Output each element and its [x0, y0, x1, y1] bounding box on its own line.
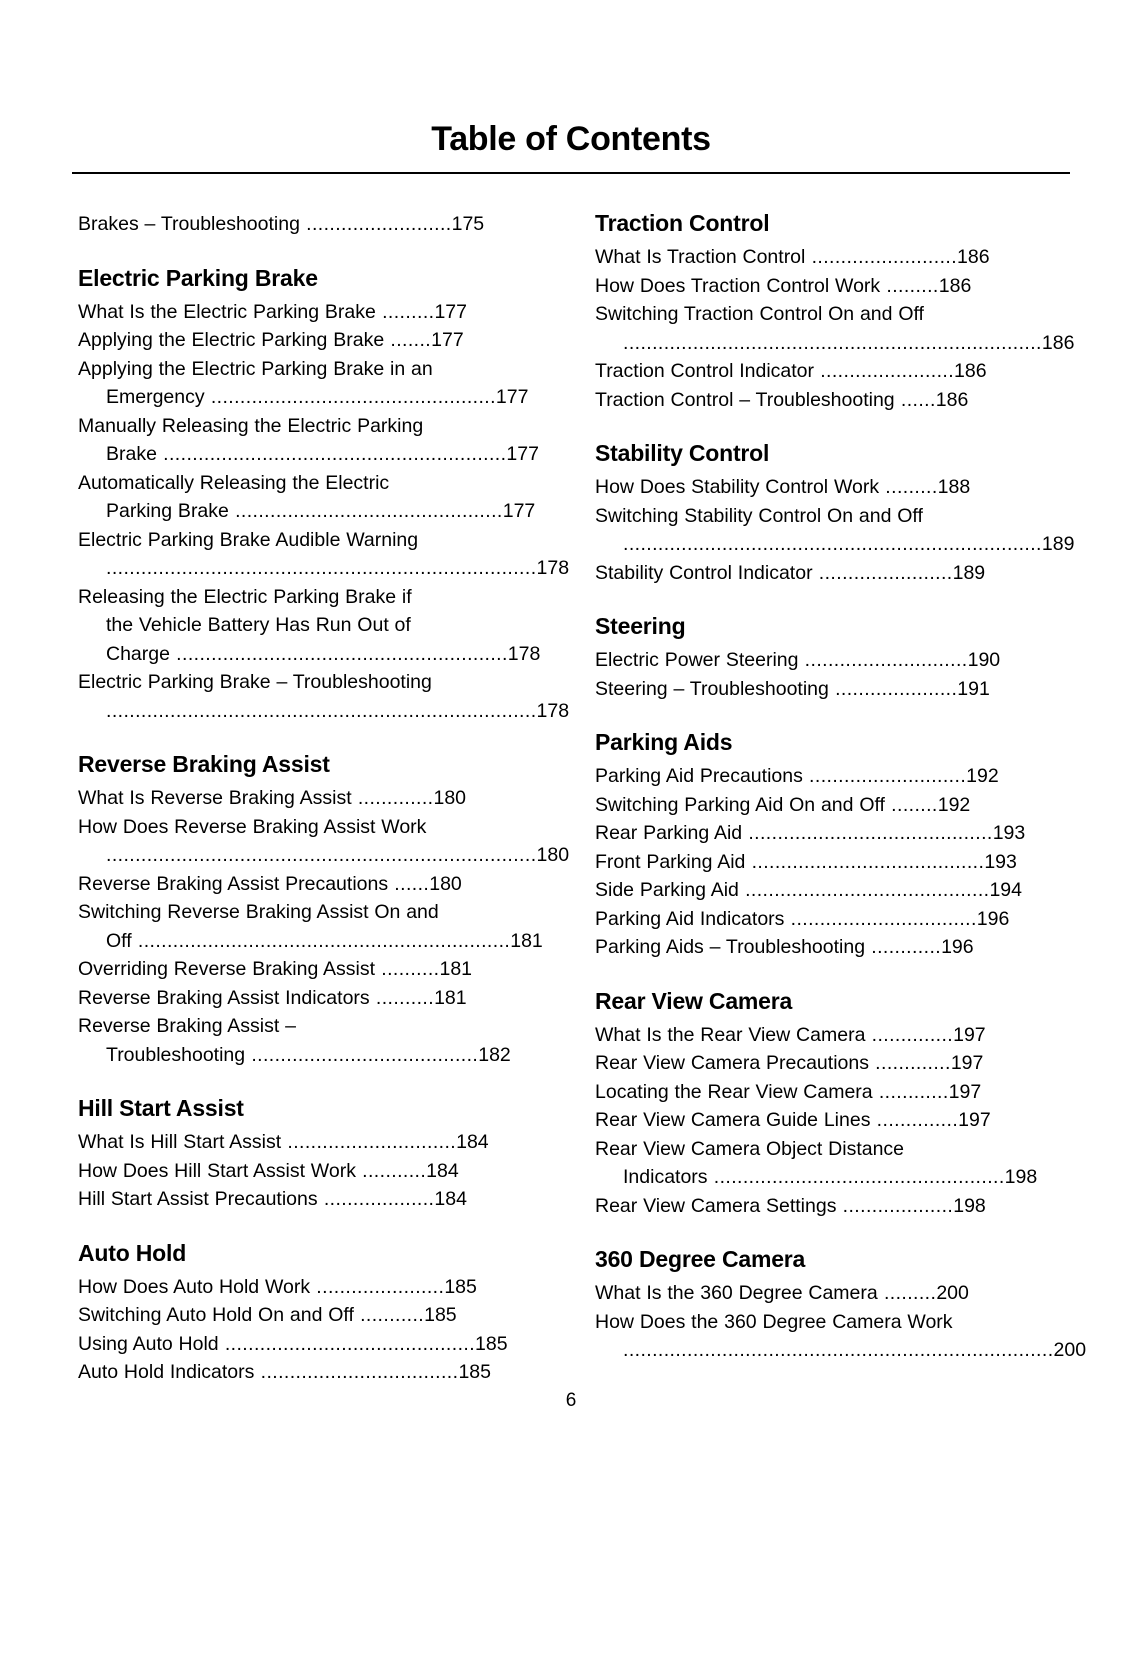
toc-entry-label: What Is Traction Control: [595, 246, 806, 268]
toc-column-left: [78, 210, 570, 1387]
toc-leader-dots: .........................: [299, 213, 452, 235]
toc-entry-label: Releasing the Electric Parking Brake if: [78, 585, 412, 608]
section-heading: Parking Aids: [595, 729, 733, 755]
section-heading: Rear View Camera: [595, 987, 793, 1014]
toc-leader-dots: .........: [877, 1282, 937, 1304]
toc-entry[interactable]: [78, 1157, 551, 1186]
title-divider: [72, 172, 1070, 174]
toc-entry[interactable]: [595, 675, 1068, 704]
toc-page-number: 186: [954, 360, 987, 382]
toc-entry-continuation: [595, 530, 1075, 559]
toc-leader-dots: ..............: [870, 1109, 959, 1131]
toc-entry-label: Locating the Rear View Camera: [595, 1080, 873, 1103]
toc-page-number: 198: [953, 1194, 986, 1217]
toc-page-number: 177: [506, 443, 539, 465]
section-heading: Stability Control: [595, 440, 770, 466]
toc-leader-dots: ................................: [784, 907, 977, 930]
toc-entry-label: Rear View Camera Guide Lines: [595, 1109, 871, 1131]
toc-entry[interactable]: [595, 473, 1068, 502]
toc-leader-dots: ...................: [317, 1188, 435, 1210]
toc-page-number: 185: [475, 1332, 508, 1355]
toc-entry[interactable]: [78, 469, 551, 526]
toc-page-number: 178: [507, 642, 541, 665]
toc-page-number: 190: [967, 649, 1001, 671]
toc-leader-dots: ...................: [836, 1194, 954, 1217]
toc-entry[interactable]: [595, 1049, 1068, 1078]
toc-entry-label: How Does the 360 Degree Camera Work: [595, 1310, 953, 1333]
toc-entry[interactable]: [78, 870, 551, 899]
toc-page-number: 197: [948, 1080, 982, 1103]
toc-entry-label: Front Parking Aid: [595, 850, 746, 873]
toc-leader-dots: ..........................................................................: [106, 557, 537, 579]
toc-entry[interactable]: [78, 355, 551, 412]
toc-entry-continuation: [78, 927, 551, 956]
toc-entry-label: Manually Releasing the Electric Parking: [78, 414, 424, 437]
toc-page-number: 192: [966, 765, 999, 787]
toc-entry-label: Automatically Releasing the Electric: [78, 471, 390, 494]
toc-entry-continuation: [595, 329, 1075, 358]
toc-entry-label: Hill Start Assist Precautions: [78, 1188, 318, 1210]
toc-page-number: 194: [989, 879, 1022, 901]
toc-leader-dots: .........: [879, 476, 938, 498]
toc-leader-dots: ........................................................................: [623, 331, 1042, 354]
toc-page-number: 181: [510, 929, 543, 952]
toc-entry-label: Overriding Reverse Braking Assist: [78, 958, 376, 980]
toc-page-number: 186: [935, 388, 969, 411]
toc-entry-label: Rear View Camera Object Distance: [595, 1137, 905, 1160]
toc-leader-dots: ...........................................: [218, 1332, 476, 1355]
toc-entry-label: Switching Reverse Braking Assist On and: [78, 901, 439, 923]
toc-page-number: 175: [451, 213, 485, 235]
toc-page-number: 200: [936, 1282, 969, 1304]
toc-leader-dots: .........: [880, 274, 939, 297]
toc-leader-dots: ................................................................: [131, 929, 511, 952]
toc-entry-label: Traction Control Indicator: [595, 360, 815, 382]
toc-entry-continuation: [78, 497, 551, 526]
toc-entry[interactable]: [78, 1273, 551, 1302]
toc-entry-continuation-text: Emergency: [106, 386, 205, 408]
toc-entry-label: Steering – Troubleshooting: [595, 677, 829, 700]
toc-entry[interactable]: [595, 1192, 1068, 1221]
toc-entry-label: Electric Power Steering: [595, 649, 799, 671]
toc-leader-dots: ......................: [310, 1275, 445, 1298]
toc-page-number: 180: [429, 872, 462, 895]
toc-entry[interactable]: [78, 412, 551, 469]
toc-page-number: 181: [434, 986, 467, 1009]
toc-entry[interactable]: [595, 1021, 1068, 1050]
toc-entry[interactable]: [595, 848, 1068, 877]
toc-entry-label: Using Auto Hold: [78, 1332, 219, 1355]
toc-entry-label: What Is the Electric Parking Brake: [78, 300, 376, 323]
toc-entry[interactable]: [595, 933, 1068, 962]
section-heading: Reverse Braking Assist: [78, 751, 330, 777]
toc-entry[interactable]: [595, 272, 1068, 301]
toc-entry-label: How Does Hill Start Assist Work: [78, 1159, 356, 1182]
toc-entry-label: Stability Control Indicator: [595, 561, 813, 584]
page-number: 6: [565, 1390, 577, 1411]
toc-page-number: 185: [458, 1361, 491, 1383]
toc-entry[interactable]: [595, 1135, 1068, 1192]
toc-entry[interactable]: [595, 762, 1068, 791]
toc-leader-dots: ..................................: [254, 1361, 459, 1383]
toc-entry-label: Rear View Camera Precautions: [595, 1052, 869, 1074]
toc-entry-continuation-text: Indicators: [623, 1166, 708, 1188]
section-heading: 360 Degree Camera: [595, 1246, 806, 1272]
toc-entry-continuation-text: Brake: [106, 443, 157, 465]
toc-leader-dots: .........................................................: [169, 642, 508, 665]
toc-entry[interactable]: [78, 1301, 551, 1330]
toc-page-number: 177: [434, 300, 467, 323]
toc-entry[interactable]: [595, 386, 1068, 415]
toc-page-number: 184: [434, 1188, 467, 1210]
toc-entry-label: Traction Control – Troubleshooting: [595, 388, 895, 411]
toc-page-number: 198: [1004, 1166, 1038, 1188]
toc-leader-dots: .................................................: [204, 386, 496, 408]
toc-entry-continuation: [595, 1163, 1068, 1192]
toc-entry-label: Applying the Electric Parking Brake: [78, 329, 385, 351]
toc-entry[interactable]: [78, 298, 551, 327]
toc-entry[interactable]: [595, 1106, 1068, 1135]
toc-entry-label: Reverse Braking Assist Indicators: [78, 986, 370, 1009]
toc-entry[interactable]: [78, 668, 570, 725]
toc-leader-dots: ..........................................................................: [623, 1339, 1054, 1361]
toc-page-number: 184: [456, 1131, 489, 1153]
section-heading: Hill Start Assist: [78, 1095, 244, 1121]
toc-leader-dots: .......................: [814, 360, 955, 382]
toc-entry[interactable]: [78, 526, 570, 583]
toc-entry[interactable]: [595, 559, 1068, 588]
toc-leader-dots: .........................: [805, 246, 958, 268]
toc-entry-label: Applying the Electric Parking Brake in an: [78, 357, 433, 380]
toc-entry[interactable]: [78, 984, 551, 1013]
toc-entry[interactable]: [78, 1185, 551, 1214]
toc-page-number: 200: [1053, 1339, 1087, 1361]
toc-page-number: 196: [976, 907, 1010, 930]
toc-entry[interactable]: [595, 502, 1075, 559]
toc-column-right: [595, 210, 1087, 1387]
toc-leader-dots: ......: [894, 388, 936, 411]
toc-entry[interactable]: [78, 1012, 551, 1069]
toc-entry-continuation: [78, 611, 551, 640]
toc-entry[interactable]: [595, 646, 1068, 675]
toc-columns: [78, 210, 1087, 1387]
toc-leader-dots: ..................................................: [707, 1166, 1005, 1188]
toc-page-number: 197: [953, 1023, 986, 1046]
toc-entry-label: Parking Aids – Troubleshooting: [595, 936, 866, 958]
section-heading: Steering: [595, 613, 686, 639]
toc-entry[interactable]: [78, 955, 551, 984]
toc-page-number: 178: [536, 557, 570, 579]
toc-page-number: 177: [431, 329, 464, 351]
toc-page-number: 189: [1041, 533, 1075, 555]
toc-leader-dots: ........................................: [745, 850, 985, 873]
toc-entry-continuation: [595, 1336, 1087, 1365]
page-title: Table of Contents: [431, 120, 711, 158]
toc-entry-label: Parking Aid Indicators: [595, 907, 785, 930]
toc-entry-label: Rear Parking Aid: [595, 822, 743, 844]
toc-entry-label: Parking Aid Precautions: [595, 765, 803, 787]
toc-entry-label: Switching Parking Aid On and Off: [595, 793, 885, 816]
toc-page-number: 197: [950, 1052, 984, 1074]
toc-entry[interactable]: [78, 1128, 551, 1157]
toc-entry-label: Brakes – Troubleshooting: [78, 213, 300, 235]
toc-leader-dots: .......................................: [245, 1043, 479, 1066]
toc-entry-continuation-text: Parking Brake: [106, 500, 229, 522]
toc-entry-label: Electric Parking Brake Audible Warning: [78, 528, 419, 551]
toc-leader-dots: .......: [384, 329, 432, 351]
toc-entry-label: Switching Traction Control On and Off: [595, 303, 924, 325]
toc-entry[interactable]: [595, 300, 1075, 357]
toc-page-number: 197: [958, 1109, 991, 1131]
toc-leader-dots: ..........................................................................: [106, 699, 537, 722]
toc-leader-dots: ........................................................................: [623, 533, 1042, 555]
toc-entry[interactable]: [595, 819, 1068, 848]
toc-entry[interactable]: [78, 898, 551, 955]
toc-page-number: 191: [957, 677, 990, 700]
toc-entry[interactable]: [595, 876, 1068, 905]
section-heading: Traction Control: [595, 210, 770, 236]
toc-entry-label: Side Parking Aid: [595, 879, 739, 901]
toc-leader-dots: .........: [375, 300, 435, 323]
toc-entry[interactable]: [595, 1279, 1068, 1308]
toc-entry-label: How Does Auto Hold Work: [78, 1275, 311, 1298]
toc-entry[interactable]: [78, 1330, 551, 1359]
toc-entry-continuation: [78, 640, 551, 669]
toc-entry-label: How Does Stability Control Work: [595, 476, 880, 498]
toc-entry-label: What Is Reverse Braking Assist: [78, 787, 352, 809]
toc-entry-continuation: [78, 383, 551, 412]
toc-entry[interactable]: [595, 1308, 1087, 1365]
toc-leader-dots: ........: [884, 793, 938, 816]
toc-entry-label: Rear View Camera Settings: [595, 1194, 837, 1217]
toc-entry-continuation-text: Charge: [106, 642, 170, 665]
toc-entry-continuation-text: Troubleshooting: [106, 1043, 246, 1066]
toc-page-number: 188: [937, 476, 971, 498]
toc-entry[interactable]: [595, 1078, 1068, 1107]
toc-leader-dots: ............: [865, 936, 942, 958]
toc-entry[interactable]: [78, 326, 551, 355]
toc-entry-continuation: [78, 841, 570, 870]
toc-entry[interactable]: [78, 784, 551, 813]
toc-page-number: 186: [957, 246, 990, 268]
toc-leader-dots: ............................: [798, 649, 968, 671]
toc-entry-label: How Does Reverse Braking Assist Work: [78, 815, 427, 838]
toc-page-number: 177: [495, 386, 529, 408]
toc-entry-continuation: [78, 1041, 551, 1070]
toc-entry-label: Electric Parking Brake – Troubleshooting: [78, 671, 432, 693]
toc-leader-dots: .....................: [828, 677, 958, 700]
toc-entry-continuation: [78, 554, 570, 583]
toc-entry[interactable]: [595, 243, 1068, 272]
toc-page-number: 196: [941, 936, 974, 958]
toc-leader-dots: ............: [872, 1080, 949, 1103]
toc-entry[interactable]: [78, 813, 570, 870]
toc-page-number: 193: [984, 850, 1017, 873]
toc-leader-dots: ...........................................................: [156, 443, 507, 465]
toc-leader-dots: ..............: [865, 1023, 954, 1046]
toc-entry-continuation-text: the Vehicle Battery Has Run Out of: [106, 614, 411, 636]
toc-page-number: 184: [426, 1159, 459, 1182]
toc-entry-label: What Is the Rear View Camera: [595, 1023, 866, 1046]
toc-leader-dots: ..............................................: [228, 500, 503, 522]
toc-leader-dots: ..........................................: [742, 822, 993, 844]
toc-entry-continuation-text: Off: [106, 929, 132, 952]
toc-leader-dots: .............: [351, 787, 434, 809]
toc-page-number: 186: [938, 274, 972, 297]
section-heading: Auto Hold: [78, 1239, 187, 1266]
toc-entry[interactable]: [595, 905, 1068, 934]
toc-entry-label: Reverse Braking Assist Precautions: [78, 872, 389, 895]
toc-entry-label: Reverse Braking Assist –: [78, 1015, 296, 1037]
toc-entry[interactable]: [595, 791, 1068, 820]
toc-page-number: 181: [439, 958, 473, 980]
toc-page-number: 178: [536, 699, 570, 722]
toc-page-number: 186: [1041, 331, 1075, 354]
toc-page-number: 185: [444, 1275, 477, 1298]
toc-page-number: 185: [424, 1304, 457, 1326]
toc-leader-dots: ...........: [355, 1159, 427, 1182]
toc-leader-dots: ..........: [369, 986, 435, 1009]
toc-leader-dots: .............: [868, 1052, 951, 1074]
toc-leader-dots: ...........................: [802, 765, 967, 787]
toc-leader-dots: ..........................................: [738, 879, 990, 901]
toc-leader-dots: .............................: [281, 1131, 457, 1153]
toc-leader-dots: .......................: [812, 561, 953, 584]
toc-leader-dots: ..........................................................................: [106, 844, 537, 866]
toc-entry[interactable]: [78, 583, 551, 669]
toc-entry-label: Auto Hold Indicators: [78, 1361, 255, 1383]
toc-entry-label: Switching Auto Hold On and Off: [78, 1304, 354, 1326]
toc-entry-continuation: [78, 440, 551, 469]
toc-page-number: 180: [536, 844, 570, 866]
toc-page-number: 180: [433, 787, 467, 809]
toc-page-number: 182: [478, 1043, 511, 1066]
toc-page-number: 189: [952, 561, 986, 584]
toc-entry[interactable]: [595, 357, 1068, 386]
toc-entry-label: How Does Traction Control Work: [595, 274, 881, 297]
toc-entry[interactable]: [78, 210, 551, 239]
toc-entry-label: What Is Hill Start Assist: [78, 1131, 282, 1153]
toc-page-number: 193: [992, 822, 1026, 844]
toc-leader-dots: ...........: [353, 1304, 425, 1326]
toc-leader-dots: ..........: [375, 958, 440, 980]
toc-page-number: 192: [937, 793, 971, 816]
toc-page-number: 177: [502, 500, 536, 522]
toc-entry-continuation: [78, 697, 570, 726]
section-heading: Electric Parking Brake: [78, 264, 318, 291]
toc-leader-dots: ......: [388, 872, 430, 895]
toc-entry[interactable]: [78, 1358, 551, 1387]
toc-entry-label: Switching Stability Control On and Off: [595, 504, 923, 527]
toc-entry-label: What Is the 360 Degree Camera: [595, 1282, 878, 1304]
